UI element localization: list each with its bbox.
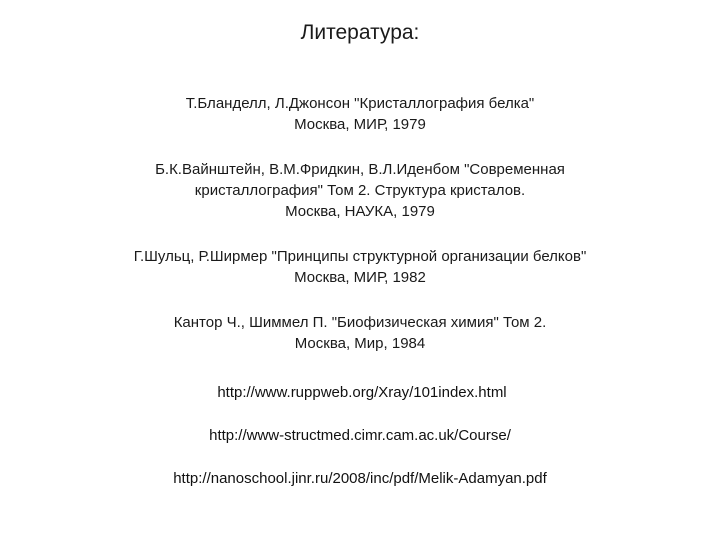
reference-line: Кантор Ч., Шиммел П. "Биофизическая химия" Том 2. [173,314,547,331]
reference-item [0,246,720,288]
reference-line: Г.Шульц, Р.Ширмер "Принципы структурной организации белков" [133,248,587,265]
link-ruppweb[interactable]: http://www.ruppweb.org/Xray/101index.html [217,384,507,401]
reference-line: Москва, НАУКА, 1979 [285,203,435,220]
link-nanoschool[interactable]: http://nanoschool.jinr.ru/2008/inc/pdf/Melik-Adamyan.pdf [173,470,547,487]
link-structmed[interactable]: http://www-structmed.cimr.cam.ac.uk/Course/ [209,427,511,444]
reference-item [0,312,720,354]
reference-line: Москва, Мир, 1984 [294,335,426,352]
reference-line: кристаллография" Том 2. Структура кристалов. [194,182,526,199]
reference-line: Москва, МИР, 1979 [294,116,426,133]
reference-line: Москва, МИР, 1982 [294,269,426,286]
reference-item [0,159,720,222]
reference-list [0,93,720,378]
reference-line: Т.Бланделл, Л.Джонсон "Кристаллография белка" [185,95,535,112]
link-list [0,383,720,512]
slide-title: Литература: [300,21,420,44]
reference-line: Б.К.Вайнштейн, В.М.Фридкин, В.Л.Иденбом "Современная [155,161,565,178]
reference-item [0,93,720,135]
